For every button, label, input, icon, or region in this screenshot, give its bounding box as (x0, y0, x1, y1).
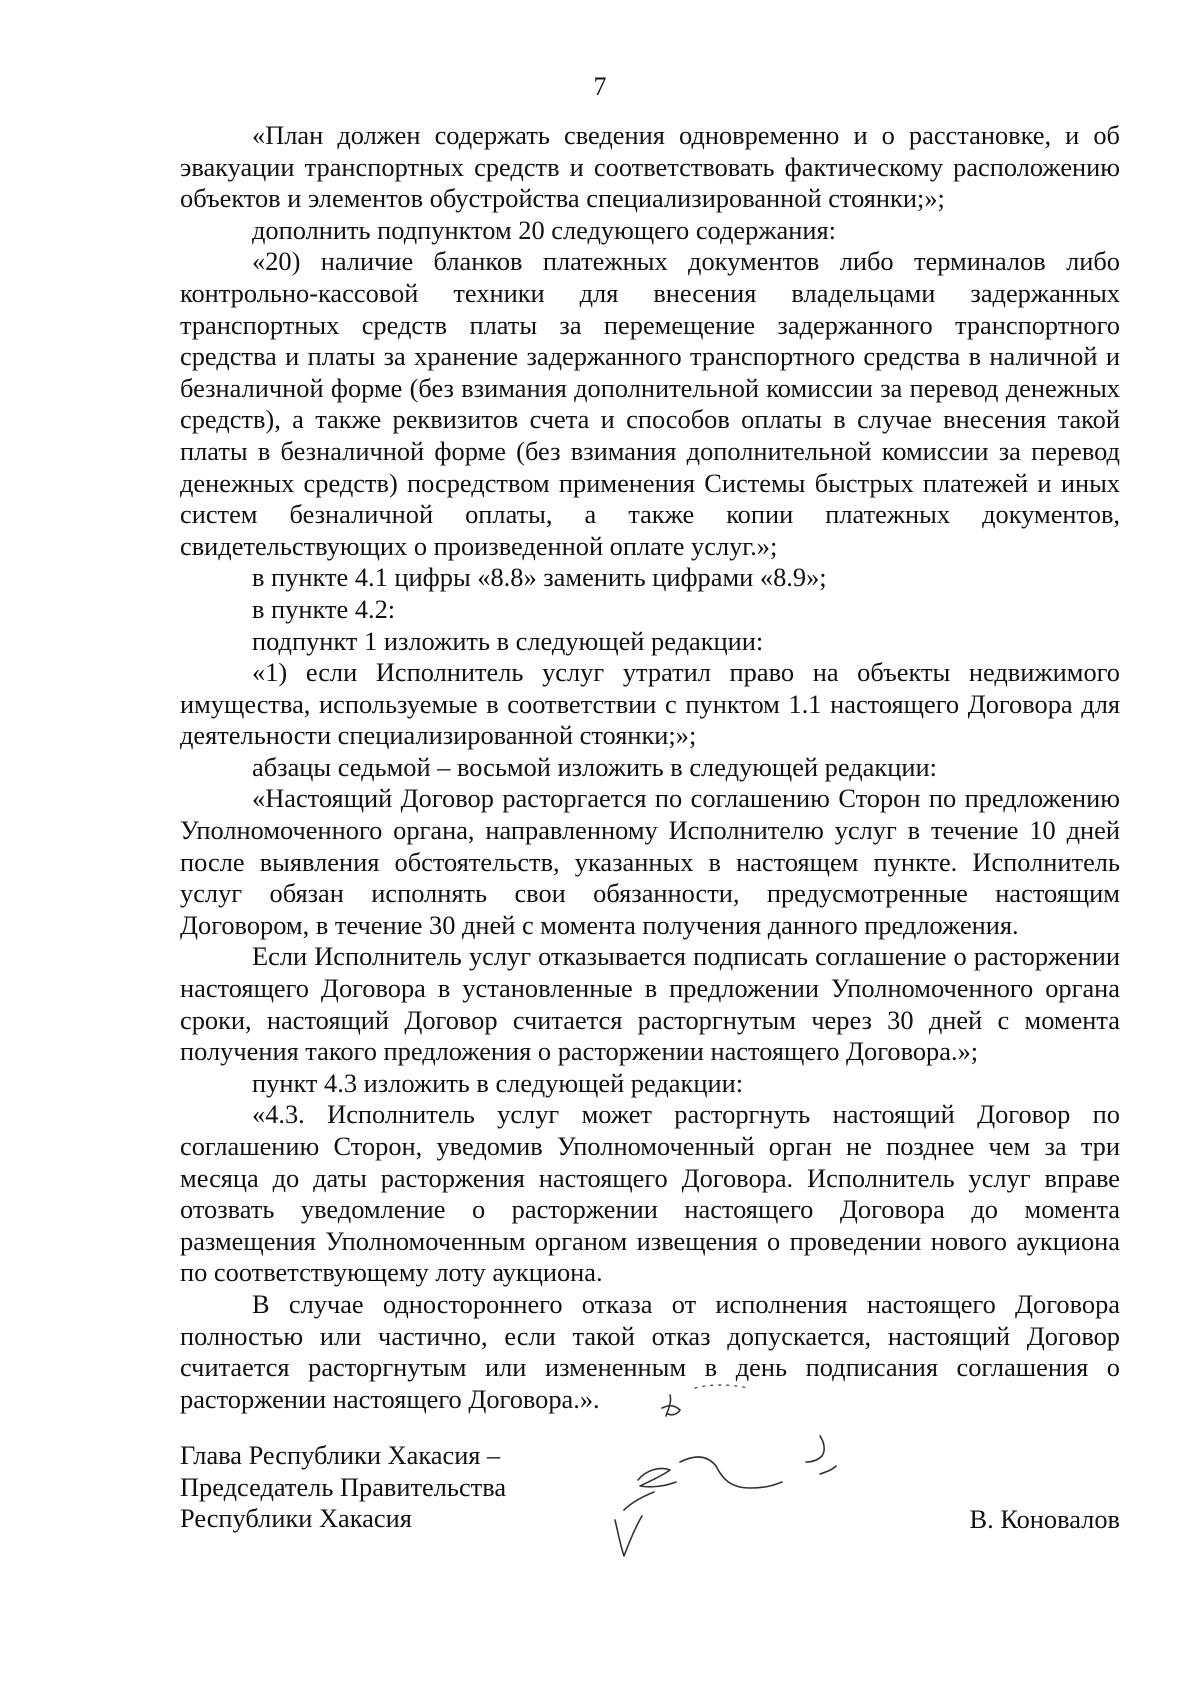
body-text (180, 120, 1120, 1415)
paragraph: подпункт 1 изложить в следующей редакции: (252, 625, 764, 656)
paragraph: Если Исполнитель услуг отказывается подписать соглашение о расторжении настоящего Договора в установленные в предложении Уполномоченного органа сроки, настоящий Договор считается расторгнутым через 30 дней с момента получения такого предложения о расторжении настоящего Договора.»; (180, 941, 1120, 1067)
paragraph: «Настоящий Договор расторгается по соглашению Сторон по предложению Уполномоченного органа, направленному Исполнителю услуг в течение 10 дней после выявления обстоятельств, указанных в настоящем пункте. Исполнитель услуг обязан исполнять свои обязанности, предусмотренные настоящим Договором, в течение 30 дней с момента получения данного предложения. (180, 783, 1120, 940)
paragraph: «4.3. Исполнитель услуг может расторгнуть настоящий Договор по соглашению Сторон, уведомив Уполномоченный орган не позднее чем за три месяца до даты расторжения настоящего Договора. Исполнитель услуг вправе отозвать уведомление о расторжении настоящего Договора до момента размещения Уполномоченным органом извещения о проведении нового аукциона по соответствующему лоту аукциона. (180, 1099, 1120, 1288)
handwritten-signature (520, 1370, 920, 1570)
paragraph: абзацы седьмой – восьмой изложить в следующей редакции: (252, 751, 937, 782)
paragraph: пункт 4.3 изложить в следующей редакции: (252, 1067, 744, 1098)
paragraph: в пункте 4.1 цифры «8.8» заменить цифрами «8.9»; (252, 562, 827, 593)
page-number: 7 (593, 72, 607, 101)
paragraph: «План должен содержать сведения одновременно и о расстановке, и об эвакуации транспортных средств и соответствовать фактическому расположению объектов и элементов обустройства специализированной стоянки;»; (180, 120, 1120, 214)
paragraph: «1) если Исполнитель услуг утратил право на объекты недвижимого имущества, используемые в соответствии с пунктом 1.1 настоящего Договора для деятельности специализированной стоянки;»; (180, 657, 1120, 751)
paragraph: «20) наличие бланков платежных документов либо терминалов либо контрольно-кассовой техники для внесения владельцами задержанных транспортных средств платы за перемещение задержанного транспортного средства и платы за хранение задержанного транспортного средства в наличной и безналичной форме (без взимания дополнительной комиссии за перевод денежных средств), а также реквизитов счета и способов оплаты в случае внесения такой платы в безналичной форме (без взимания дополнительной комиссии за перевод денежных средств) посредством применения Системы быстрых платежей и иных систем безналичной оплаты, а также копии платежных документов, свидетельствующих о произведенной оплате услуг.»; (180, 246, 1120, 561)
paragraph: дополнить подпунктом 20 следующего содержания: (252, 214, 836, 245)
signer-title-line: Республики Хакасия (180, 1503, 412, 1534)
signer-title-line: Глава Республики Хакасия – (180, 1440, 501, 1470)
paragraph: в пункте 4.2: (252, 593, 396, 624)
signer-name: В. Коновалов (969, 1504, 1120, 1534)
signer-title-line: Председатель Правительства (180, 1471, 507, 1502)
paragraph: В случае одностороннего отказа от исполнения настоящего Договора полностью или частично, если такой отказ допускается, настоящий Договор считается расторгнутым или измененным в день подписания соглашения о расторжении настоящего Договора.». (180, 1288, 1120, 1414)
